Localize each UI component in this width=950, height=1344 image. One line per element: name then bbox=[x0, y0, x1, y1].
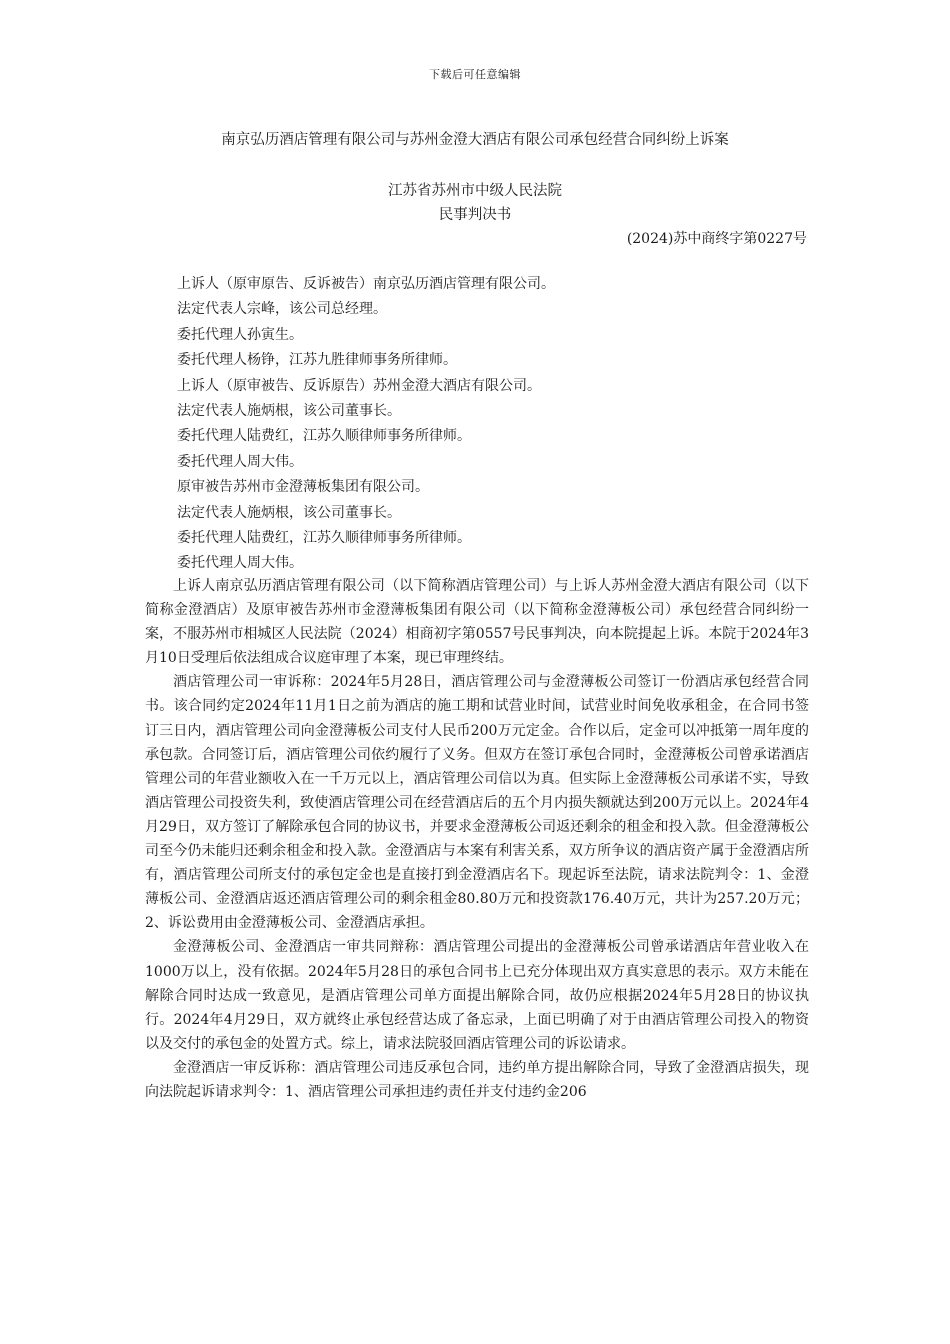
party-line: 法定代表人施炳根，该公司董事长。 bbox=[177, 403, 401, 420]
party-line: 委托代理人周大伟。 bbox=[177, 453, 303, 470]
paragraph: 上诉人南京弘历酒店管理有限公司（以下简称酒店管理公司）与上诉人苏州金澄大酒店有限公司（以下简称金澄酒店）及原审被告苏州市金澄薄板集团有限公司（以下简称金澄薄板公司）承包经营合同纠纷一案，不服苏州市相城区人民法院（2024）相商初字第0557号民事判决，向本院提起上诉。本院于2024年3月10日受理后依法组成合议庭审理了本案，现已审理终结。 bbox=[145, 578, 809, 667]
party-line: 原审被告苏州市金澄薄板集团有限公司。 bbox=[177, 479, 429, 496]
document-type: 民事判决书 bbox=[438, 207, 512, 223]
party-line: 法定代表人施炳根，该公司董事长。 bbox=[177, 504, 401, 521]
party-line: 委托代理人周大伟。 bbox=[177, 555, 303, 572]
paragraph: 金澄酒店一审反诉称：酒店管理公司违反承包合同，违约单方提出解除合同，导致了金澄酒店损失，现向法院起诉请求判令：1、酒店管理公司承担违约责任并支付违约金206 bbox=[145, 1059, 809, 1100]
party-line: 法定代表人宗峰，该公司总经理。 bbox=[177, 301, 387, 318]
body-text bbox=[145, 574, 809, 1104]
document-title: 南京弘历酒店管理有限公司与苏州金澄大酒店有限公司承包经营合同纠纷上诉案 bbox=[221, 132, 729, 148]
paragraph: 酒店管理公司一审诉称：2024年5月28日，酒店管理公司与金澄薄板公司签订一份酒店承包经营合同书。该合同约定2024年11月1日之前为酒店的施工期和试营业时间，试营业时间免收承租金，在合同书签订三日内，酒店管理公司向金澄薄板公司支付人民币200万元定金。合作以后，定金可以冲抵第一周年度的承包款。合同签订后，酒店管理公司依约履行了义务。但双方在签订承包合同时，金澄薄板公司曾承诺酒店管理公司的年营业额收入在一千万元以上，酒店管理公司信以为真。但实际上金澄薄板公司承诺不实，导致酒店管理公司投资失利，致使酒店管理公司在经营酒店后的五个月内损失额就达到200万元以上。2024年4月29日，双方签订了解除承包合同的协议书，并要求金澄薄板公司返还剩余的租金和投入款。但金澄薄板公司至今仍未能归还剩余租金和投入款。金澄酒店与本案有利害关系，双方所争议的酒店资产属于金澄酒店所有，酒店管理公司所支付的承包定金也是直接打到金澄酒店名下。现起诉至法院，请求法院判令：1、金澄薄板公司、金澄酒店返还酒店管理公司的剩余租金80.80万元和投资款176.40万元，共计为257.20万元；2、诉讼费用由金澄薄板公司、金澄酒店承担。 bbox=[145, 674, 809, 932]
court-name: 江苏省苏州市中级人民法院 bbox=[388, 183, 562, 199]
party-list bbox=[177, 272, 817, 577]
party-line: 委托代理人杨铮，江苏九胜律师事务所律师。 bbox=[177, 352, 457, 369]
party-line: 委托代理人陆费红，江苏久顺律师事务所律师。 bbox=[177, 530, 471, 547]
party-line: 上诉人（原审被告、反诉原告）苏州金澄大酒店有限公司。 bbox=[177, 377, 541, 394]
paragraph: 金澄薄板公司、金澄酒店一审共同辩称：酒店管理公司提出的金澄薄板公司曾承诺酒店年营业收入在1000万以上，没有依据。2024年5月28日的承包合同书上已充分体现出双方真实意思的表示。双方未能在解除合同时达成一致意见，是酒店管理公司单方面提出解除合同，故仍应根据2024年5月28日的协议执行。2024年4月29日，双方就终止承包经营达成了备忘录，上面已明确了对于由酒店管理公司投入的物资以及交付的承包金的处置方式。综上，请求法院驳回酒店管理公司的诉讼请求。 bbox=[145, 939, 809, 1052]
party-line: 委托代理人孙寅生。 bbox=[177, 326, 303, 343]
case-number: (2024)苏中商终字第0227号 bbox=[626, 231, 807, 247]
party-line: 上诉人（原审原告、反诉被告）南京弘历酒店管理有限公司。 bbox=[177, 276, 555, 292]
header-note: 下载后可任意编辑 bbox=[429, 68, 521, 81]
party-line: 委托代理人陆费红，江苏久顺律师事务所律师。 bbox=[177, 428, 471, 445]
